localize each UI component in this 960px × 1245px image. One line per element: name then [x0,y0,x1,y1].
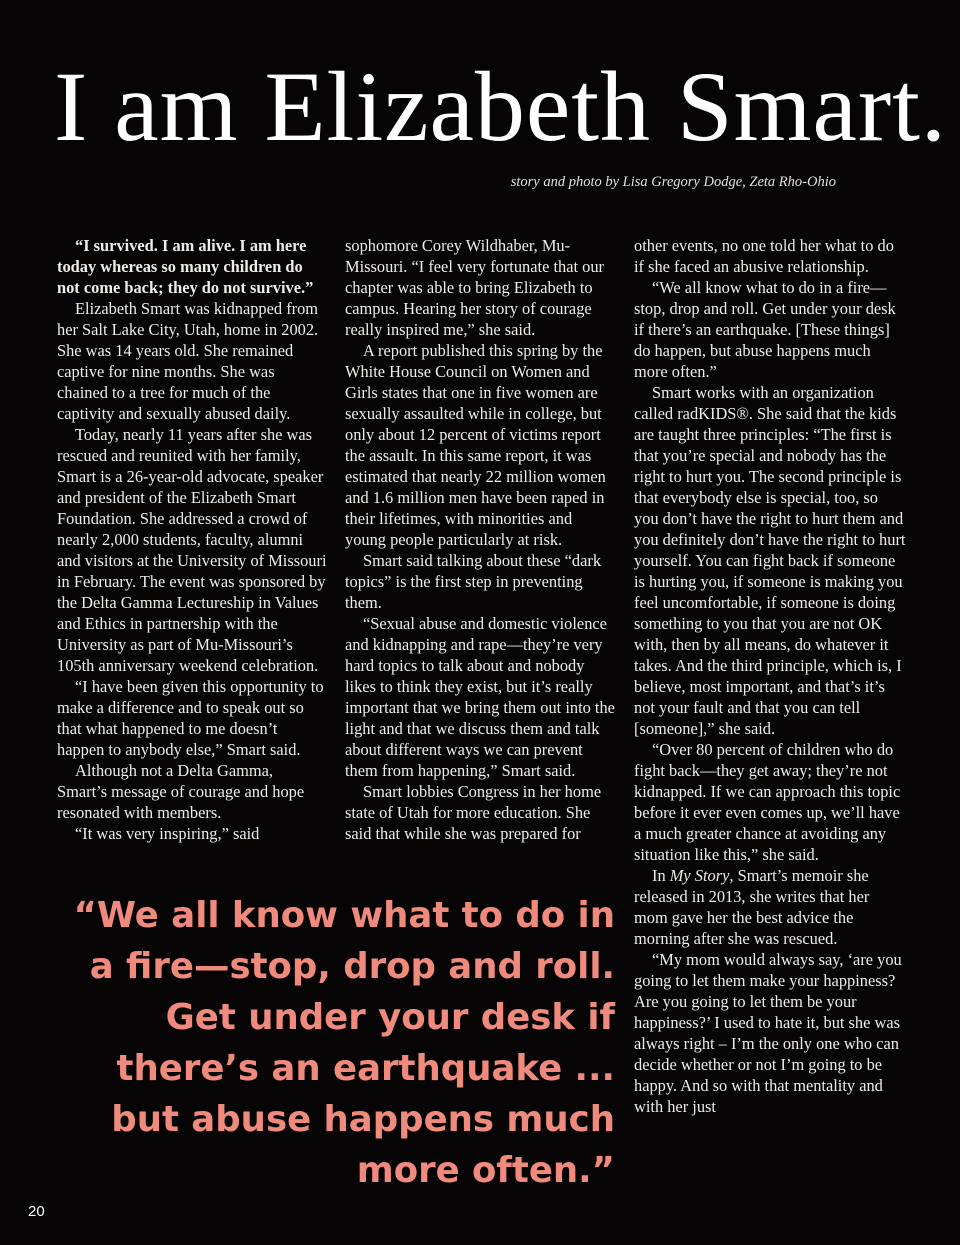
paragraph: “We all know what to do in a fire—stop, drop and roll. Get under your desk if there’s an earthquake. [These things] do happen, but abuse happens much more often.” [634,278,896,381]
paragraph: Although not a Delta Gamma, Smart’s message of courage and hope resonated with members. [57,761,305,822]
paragraph: Smart works with an organization called radKIDS®. She said that the kids are taught three principles: “The first is that you’re special and nobody has the right to hurt you. The second principle is that everybody else is special, too, so you don’t have the right to hurt them and you definitely don’t have the right to hurt yourself. You can fight back if someone is hurting you, if someone is making you feel uncomfortable, if someone is doing something to you that you are not OK with, then by all means, do whatever it takes. And the third principle, which is, I believe, most important, and that’s it’s not your fault and that you can tell [someone],” she said. [634,383,906,738]
lead-quote: “I survived. I am alive. I am here today whereas so many children do not come back; they do not survive.” [57,236,314,297]
paragraph: “It was very inspiring,” said [75,824,260,843]
text-column-2 [345,235,617,844]
paragraph: Elizabeth Smart was kidnapped from her Salt Lake City, Utah, home in 2002. She was 14 years old. She remained captive for nine months. She was chained to a tree for much of the captivity and sexually abused daily. [57,299,319,423]
paragraph-continued: sophomore Corey Wildhaber, Mu-Missouri. “I feel very fortunate that our chapter was able to bring Elizabeth to campus. Hearing her story of courage really inspired me,” she said. [345,236,604,339]
pull-quote: “We all know what to do in a fire—stop, drop and roll. Get under your desk if there’s an earthquake ... but abuse happens much more often.” [73,895,615,1191]
paragraph: “Over 80 percent of children who do fight back—they get away; they’re not kidnapped. If we can approach this topic before it ever even comes up, we’ll have a much greater chance at avoiding any situation like this,” she said. [634,740,901,864]
paragraph: Today, nearly 11 years after she was rescued and reunited with her family, Smart is a 26-year-old advocate, speaker and president of the Elizabeth Smart Foundation. She addressed a crowd of nearly 2,000 students, faculty, alumni and visitors at the University of Missouri in February. The event was sponsored by the Delta Gamma Lectureship in Values and Ethics in partnership with the University as part of Mu-Missouri’s 105th anniversary weekend celebration. [57,425,327,675]
byline: story and photo by Lisa Gregory Dodge, Zeta Rho-Ohio [510,174,836,190]
memoir-text: , Smart’s memoir she released in 2013, she writes that her mom gave her the best advice the morning after she was rescued. [634,866,870,948]
article-title: I am Elizabeth Smart. [54,51,947,162]
text-column-3 [634,235,906,1117]
page-number: 20 [28,1203,45,1220]
paragraph: “My mom would always say, ‘are you going to let them make your happiness? Are you going to let them be your happiness?’ I used to hate it, but she was always right – I’m the only one who can decide whether or not I’m going to be happy. And so with that mentality and with her just [634,950,902,1116]
paragraph: Smart lobbies Congress in her home state of Utah for more education. She said that while she was prepared for [345,782,602,843]
memoir-paragraph [634,865,906,949]
text-column-1 [57,235,327,844]
memoir-title: My Story [669,866,730,885]
paragraph-continued: other events, no one told her what to do if she faced an abusive relationship. [634,236,894,276]
memoir-prefix: In [652,866,670,885]
paragraph: “Sexual abuse and domestic violence and kidnapping and rape—they’re very hard topics to talk about and nobody likes to think they exist, but it’s really important that we bring them out into the light and that we discuss them and talk about different ways we can prevent them from happening,” Smart said. [345,614,615,780]
paragraph: Smart said talking about these “dark topics” is the first step in preventing them. [345,551,602,612]
paragraph: “I have been given this opportunity to make a difference and to speak out so that what happened to me doesn’t happen to anybody else,” Smart said. [57,677,324,759]
paragraph: A report published this spring by the White House Council on Women and Girls states that one in five women are sexually assaulted while in college, but only about 12 percent of victims report the assault. In this same report, it was estimated that nearly 22 million women and 1.6 million men have been raped in their lifetimes, with minorities and young people particularly at risk. [345,341,606,549]
